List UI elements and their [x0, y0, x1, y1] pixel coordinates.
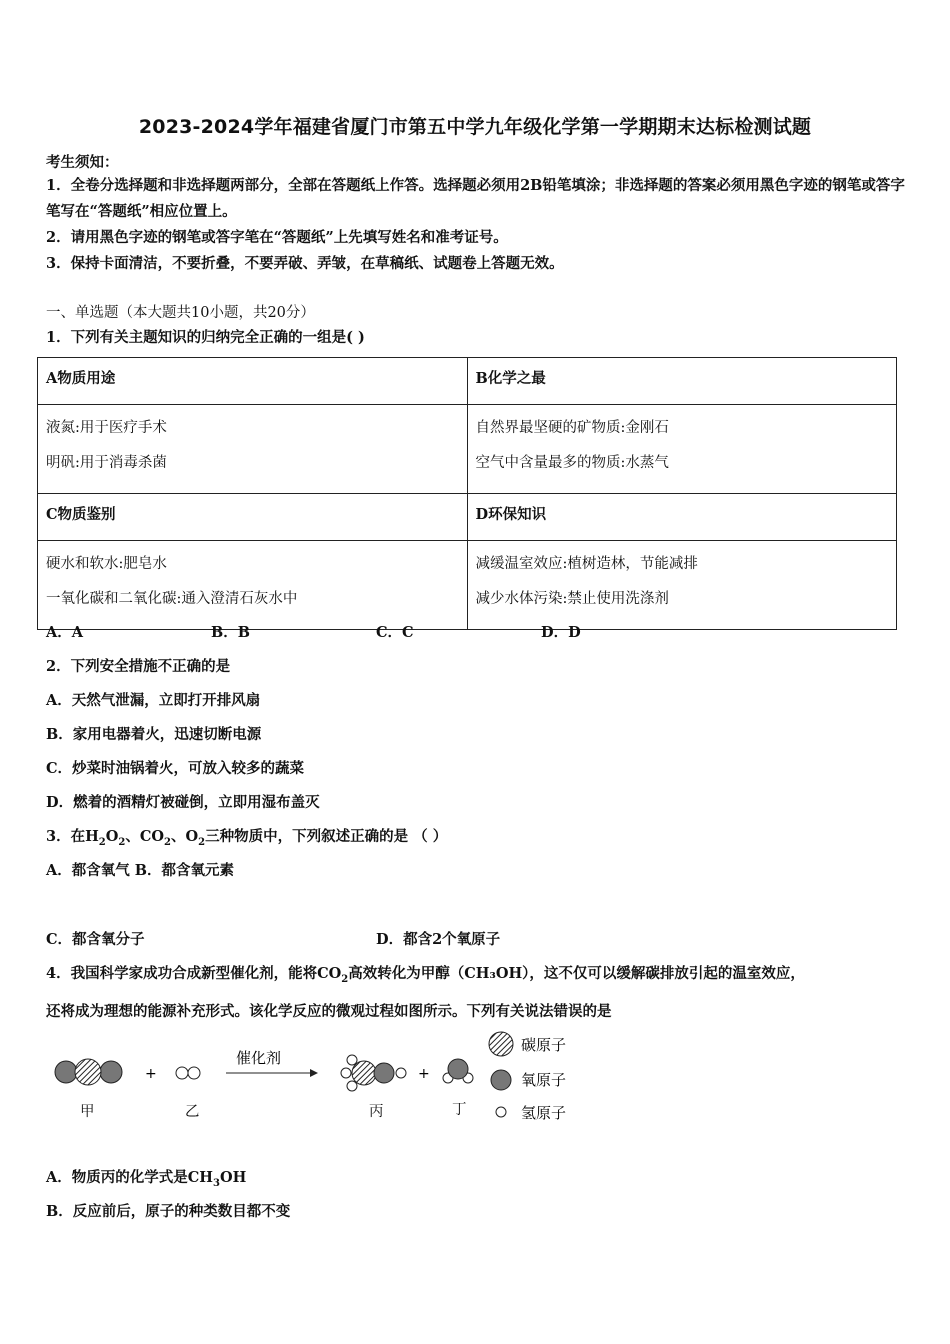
q2-option-a[interactable]: A．天然气泄漏，立即打开排风扇: [46, 692, 261, 709]
plus-sign: +: [418, 1066, 430, 1082]
notice-list: [46, 173, 906, 277]
q1-cell-d-head: D环保知识: [467, 494, 897, 541]
q4-stem-line2: 还将成为理想的能源补充形式。该化学反应的微观过程如图所示。下列有关说法错误的是: [46, 1003, 612, 1020]
q1-cell-c-body: [38, 541, 468, 630]
molecule-h2o: [443, 1059, 473, 1083]
legend-carbon: 碳原子: [521, 1036, 567, 1054]
q2-option-d[interactable]: D．燃着的酒精灯被碰倒，立即用湿布盖灭: [46, 794, 320, 811]
exam-title: 2023-2024学年福建省厦门市第五中学九年级化学第一学期期末达标检测试题: [138, 116, 812, 138]
q1-cell-b-head: B化学之最: [467, 358, 897, 405]
notice-item: 3．保持卡面清洁，不要折叠，不要弄破、弄皱，在草稿纸、试题卷上答题无效。: [46, 255, 564, 272]
q1-cell-line: 自然界最坚硬的矿物质:金刚石: [475, 420, 669, 436]
q1-cell-line: 硬水和软水:肥皂水: [46, 556, 167, 572]
q1-cell-line: 明矾:用于消毒杀菌: [46, 455, 167, 471]
q1-cell-line: 液氮:用于医疗手术: [46, 420, 167, 436]
legend-oxygen: 氧原子: [521, 1071, 567, 1089]
molecule-co2: [55, 1059, 122, 1085]
notice-item: 2．请用黑色字迹的钢笔或答字笔在“答题纸”上先填写姓名和准考证号。: [46, 229, 508, 246]
q1-cell-line: 空气中含量最多的物质:水蒸气: [475, 455, 669, 471]
q1-cell-line: 一氧化碳和二氧化碳:通入澄清石灰水中: [46, 591, 298, 607]
q3-stem: 3．在$H_2O_2$、$CO_2$、$O_2$三种物质中，下列叙述正确的是 （ ）: [46, 828, 448, 848]
q2-stem: 2．下列安全措施不正确的是: [46, 658, 231, 675]
q1-option-c[interactable]: C．C: [376, 624, 414, 641]
plus-sign: +: [145, 1066, 157, 1082]
notice-item: 1．全卷分选择题和非选择题两部分，全部在答题纸上作答。选择题必须用2B铅笔填涂；非选择题的答案必须用黑色字迹的钢笔或答字笔写在“答题纸”相应位置上。: [46, 177, 905, 220]
q1-cell-d-body: [467, 541, 897, 630]
q1-cell-a-head: A物质用途: [38, 358, 468, 405]
arrow-head-icon: [310, 1069, 318, 1077]
molecule-h2: [176, 1067, 200, 1079]
q1-cell-a-body: [38, 405, 468, 494]
q1-cell-c-head: C物质鉴别: [38, 494, 468, 541]
molecule-ch3oh: [341, 1055, 406, 1091]
label-yi: 乙: [185, 1104, 200, 1120]
q2-option-c[interactable]: C．炒菜时油锅着火，可放入较多的蔬菜: [46, 760, 305, 777]
q4-option-a[interactable]: A．物质丙的化学式是$CH_3OH$: [46, 1169, 247, 1189]
label-bing: 丙: [369, 1104, 384, 1120]
q2-option-b[interactable]: B．家用电器着火，迅速切断电源: [46, 726, 262, 743]
q4-option-b[interactable]: B．反应前后，原子的种类数目都不变: [46, 1203, 291, 1220]
q4-stem-line1: 4．我国科学家成功合成新型催化剂，能将$CO_2$高效转化为甲醇（CH₃OH），这不仅可以缓解碳排放引起的温室效应，: [46, 965, 805, 985]
q3-option-c[interactable]: C．都含氧分子: [46, 931, 145, 948]
label-ding: 丁: [452, 1102, 467, 1118]
q1-cell-line: 减少水体污染:禁止使用洗涤剂: [475, 591, 669, 607]
notice-heading: 考生须知：: [46, 154, 119, 171]
q1-cell-b-body: [467, 405, 897, 494]
q3-option-ab[interactable]: A．都含氧气 B．都含氧元素: [46, 862, 235, 879]
q1-stem: 1．下列有关主题知识的归纳完全正确的一组是( ): [46, 329, 365, 346]
label-jia: 甲: [80, 1104, 95, 1120]
catalyst-label: 催化剂: [236, 1049, 282, 1067]
q1-cell-line: 减缓温室效应:植树造林，节能减排: [475, 556, 698, 572]
q1-table: [37, 357, 897, 630]
diagram-legend: [489, 1032, 566, 1122]
reaction-diagram: [46, 1030, 606, 1130]
section-heading: 一、单选题（本大题共10小题，共20分）: [46, 305, 315, 321]
legend-hydrogen: 氢原子: [521, 1104, 567, 1122]
q1-option-d[interactable]: D．D: [541, 624, 581, 641]
q1-option-b[interactable]: B．B: [211, 624, 251, 641]
q3-option-d[interactable]: D．都含2个氧原子: [376, 931, 501, 948]
q1-option-a[interactable]: A．A: [46, 624, 84, 641]
